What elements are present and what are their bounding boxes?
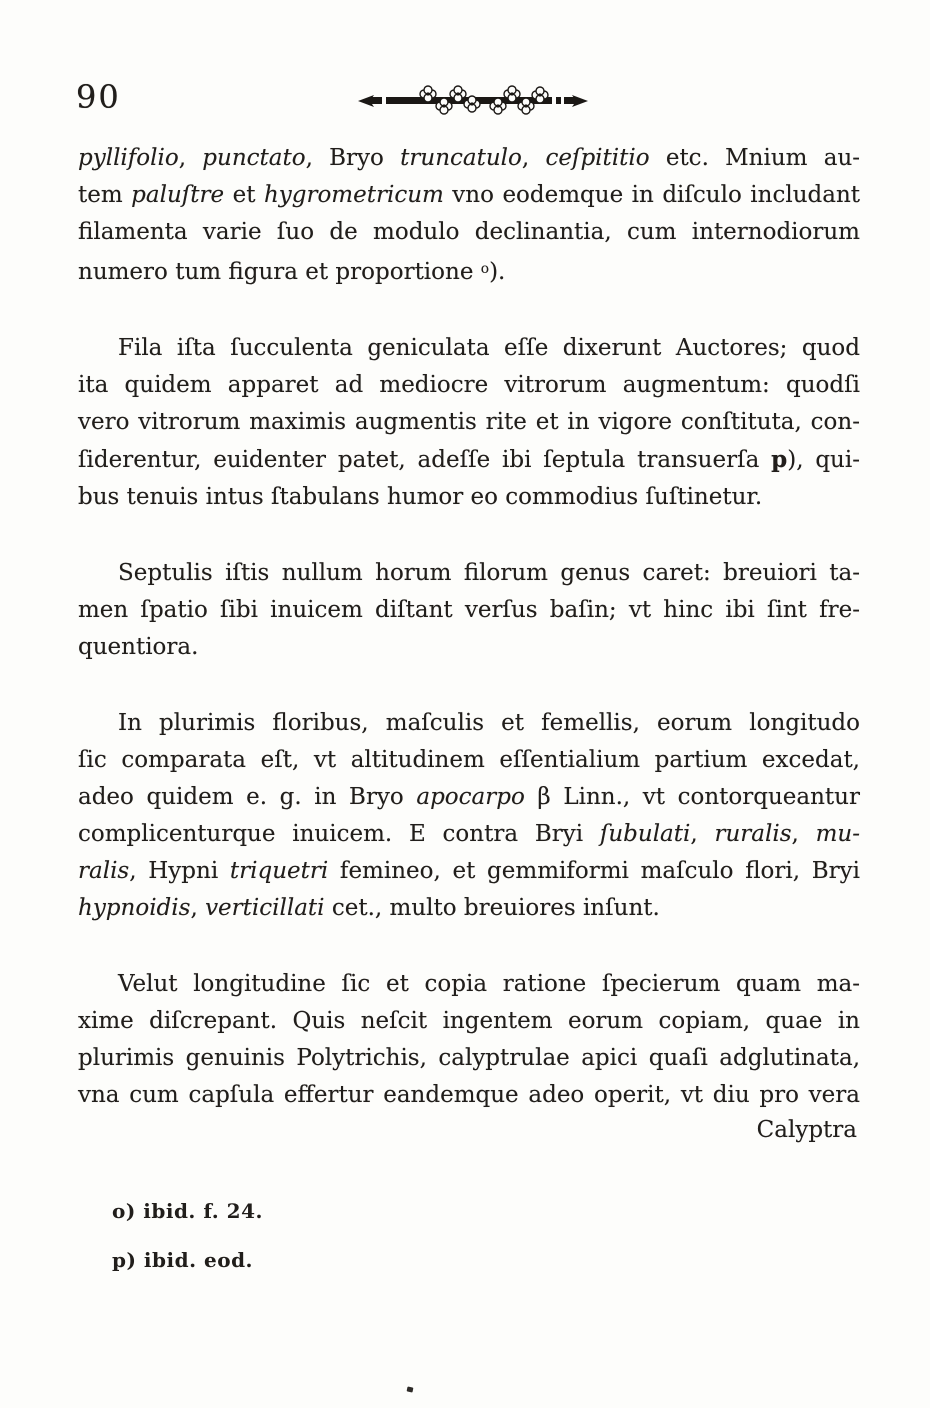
text-line: plurimis genuinis Polytrichis, calyptrulae apici quaſi adglutinata, xyxy=(78,1045,860,1072)
text-line: complicenturque inuicem. E contra Bryi ſubulati, ruralis, mu- xyxy=(78,821,860,848)
text-line: numero tum figura et proportione $^o$). xyxy=(78,259,506,286)
text-line: ſic comparata eſt, vt altitudinem eſſentialium partium excedat, xyxy=(78,747,860,774)
text-block xyxy=(78,140,860,1114)
text-line: bus tenuis intus ſtabulans humor eo commodius ſuſtinetur. xyxy=(78,484,763,511)
text-line: Fila iſta ſucculenta geniculata eſſe dixerunt Auctores; quod xyxy=(118,335,860,362)
catchword: Calyptra xyxy=(756,1117,857,1143)
text-line: ita quidem apparet ad mediocre vitrorum augmentum: quodſi xyxy=(78,372,860,399)
text-line: filamenta varie ſuo de modulo declinantia, cum internodiorum xyxy=(78,219,860,245)
paragraph-5 xyxy=(78,966,860,1114)
text-line: vero vitrorum maximis augmentis rite et in vigore conſtituta, con- xyxy=(78,409,860,436)
footnote: o) ibid. f. 24. xyxy=(112,1199,263,1223)
text-line: men ſpatio ſibi inuicem diſtant verſus baſin; vt hinc ibi ſint fre- xyxy=(78,597,860,624)
footnote: p) ibid. eod. xyxy=(112,1248,254,1272)
paragraph-1 xyxy=(78,140,860,291)
page-number: 90 xyxy=(76,78,121,116)
text-line: vna cum capſula effertur eandemque adeo operit, vt diu pro vera xyxy=(78,1082,860,1109)
text-line: ſiderentur, euidenter patet, adeſſe ibi ſeptula transuerſa p), qui- xyxy=(78,446,860,474)
text-line: ralis, Hypni triquetri femineo, et gemmiformi maſculo flori, Bryi xyxy=(78,858,860,885)
text-line: adeo quidem e. g. in Bryo apocarpo β Linn., vt contorqueantur xyxy=(78,784,860,811)
text-line: pyllifolio, punctato, Bryo truncatulo, ceſpititio etc. Mnium au- xyxy=(78,145,861,171)
text-line: xime diſcrepant. Quis neſcit ingentem eorum copiam, quae in xyxy=(78,1008,860,1035)
text-line: Septulis iſtis nullum horum filorum genus caret: breuiori ta- xyxy=(118,560,860,587)
footnotes xyxy=(112,1196,263,1294)
ink-speck xyxy=(407,1386,414,1392)
text-line: tem paluſtre et hygrometricum vno eodemque in diſculo includant xyxy=(78,182,860,208)
text-line: Velut longitudine ſic et copia ratione ſpecierum quam ma- xyxy=(118,971,860,998)
paragraph-3 xyxy=(78,555,860,666)
paragraph-4 xyxy=(78,705,860,927)
text-line: quentiora. xyxy=(78,634,199,661)
text-line: In plurimis floribus, maſculis et femellis, eorum longitudo xyxy=(118,710,860,737)
floral-rule-ornament xyxy=(356,82,590,120)
text-line: hypnoidis, verticillati cet., multo breuiores inſunt. xyxy=(78,895,660,922)
paragraph-2 xyxy=(78,330,860,516)
